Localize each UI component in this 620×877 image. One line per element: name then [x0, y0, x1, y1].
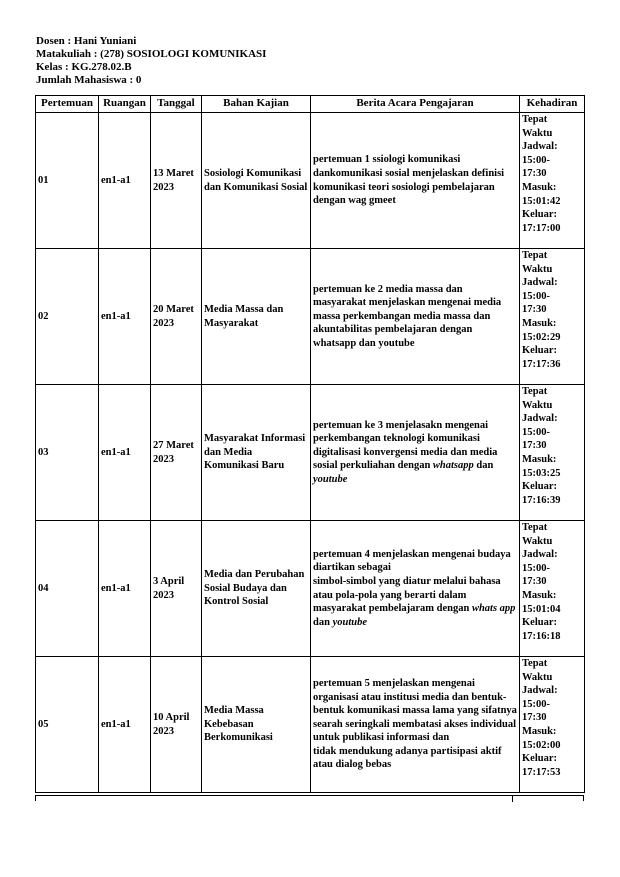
kehadiran-line: Masuk: — [522, 181, 557, 193]
col-header-kehadiran: Kehadiran — [520, 96, 585, 113]
kehadiran-line: Jadwal: — [522, 413, 558, 425]
berita-italic-text: youtube — [332, 616, 367, 628]
cell-pertemuan: 03 — [36, 385, 99, 521]
kehadiran-line: 17:30 — [522, 304, 547, 316]
cell-tanggal: 27 Maret 2023 — [151, 385, 202, 521]
kehadiran-line: Keluar: — [522, 753, 557, 765]
cell-berita-acara — [311, 657, 520, 793]
table-row — [36, 113, 585, 249]
col-header-tanggal: Tanggal — [151, 96, 202, 113]
cell-pertemuan: 01 — [36, 113, 99, 249]
kehadiran-line: Waktu — [522, 399, 553, 411]
kehadiran-line: Jadwal: — [522, 685, 558, 697]
berita-line: pertemuan 4 menjelaskan mengenai budaya diartikan sebagai — [313, 548, 511, 574]
kehadiran-line: Waktu — [522, 263, 553, 275]
kehadiran-line: Masuk: — [522, 589, 557, 601]
kehadiran-line: Keluar: — [522, 481, 557, 493]
cell-berita-acara — [311, 521, 520, 657]
kehadiran-line: 17:17:36 — [522, 358, 561, 370]
berita-text: dan — [313, 616, 333, 628]
cell-pertemuan: 05 — [36, 657, 99, 793]
kehadiran-line: 17:30 — [522, 440, 547, 452]
berita-line: pertemuan ke 2 media massa dan masyarakat menjelaskan mengenai media — [313, 283, 502, 309]
berita-italic-text: youtube — [313, 473, 348, 485]
berita-line — [313, 446, 517, 487]
kehadiran-line: Tepat — [522, 658, 548, 669]
kehadiran-line: Waktu — [522, 127, 553, 139]
kehadiran-line: 15:00- — [522, 154, 550, 166]
kehadiran-line: 15:00- — [522, 290, 550, 302]
kehadiran-line: Waktu — [522, 671, 553, 683]
cell-berita-acara — [311, 113, 520, 249]
cell-ruangan: en1-a1 — [99, 521, 151, 657]
cell-bahan-kajian: Media Massa dan Masyarakat — [202, 249, 311, 385]
berita-line: komunikasi teori sosiologi pembelajaran dengan wag gmeet — [313, 181, 495, 207]
kehadiran-line: 15:00- — [522, 426, 550, 438]
berita-italic-text: whatsapp — [432, 460, 474, 472]
cell-pertemuan: 02 — [36, 249, 99, 385]
cell-pertemuan: 04 — [36, 521, 99, 657]
attendance-table — [35, 95, 585, 793]
cell-tanggal: 13 Maret 2023 — [151, 113, 202, 249]
cell-ruangan: en1-a1 — [99, 113, 151, 249]
kehadiran-line: 15:03:25 — [522, 467, 561, 479]
cell-ruangan: en1-a1 — [99, 249, 151, 385]
cell-ruangan: en1-a1 — [99, 657, 151, 793]
dosen-line: Dosen : Hani Yuniani — [36, 35, 137, 47]
kehadiran-line: Jadwal: — [522, 141, 558, 153]
cell-bahan-kajian: Sosiologi Komunikasi dan Komunikasi Sosial — [202, 113, 311, 249]
kehadiran-line: 17:16:18 — [522, 630, 561, 642]
cell-bahan-kajian: Media Massa Kebebasan Berkomunikasi — [202, 657, 311, 793]
cell-tanggal: 3 April 2023 — [151, 521, 202, 657]
berita-line: pertemuan 1 ssiologi komunikasi dankomunikasi sosial menjelaskan definisi — [313, 154, 505, 179]
kehadiran-line: 15:02:00 — [522, 739, 561, 751]
berita-line: massa perkembangan media massa dan akuntabilitas pembelajaran dengan whatsapp dan youtube — [313, 310, 491, 349]
kehadiran-line: Tepat — [522, 250, 548, 261]
kehadiran-line: 17:17:00 — [522, 222, 561, 234]
cell-kehadiran — [520, 385, 585, 521]
col-header-pertemuan: Pertemuan — [36, 96, 99, 113]
table-continuation-stub — [35, 795, 584, 801]
cell-kehadiran — [520, 657, 585, 793]
kehadiran-line: 17:30 — [522, 168, 547, 180]
kehadiran-line: Keluar: — [522, 345, 557, 357]
kehadiran-line: 15:00- — [522, 698, 550, 710]
kehadiran-line: Waktu — [522, 535, 553, 547]
berita-text: simbol-simbol yang diatur melalui bahasa atau pola-pola yang berarti dalam masyarakat pembelajaram dengan — [313, 575, 501, 615]
cell-tanggal: 20 Maret 2023 — [151, 249, 202, 385]
cell-bahan-kajian: Masyarakat Informasi dan Media Komunikasi Baru — [202, 385, 311, 521]
table-row — [36, 657, 585, 793]
table-row — [36, 249, 585, 385]
table-continuation-divider — [512, 796, 513, 802]
berita-text: dan — [473, 460, 494, 472]
kehadiran-line: Masuk: — [522, 725, 557, 737]
cell-tanggal: 10 April 2023 — [151, 657, 202, 793]
cell-kehadiran — [520, 521, 585, 657]
berita-line: pertemuan ke 3 menjelasakn mengenai perkembangan teknologi komunikasi — [313, 419, 488, 445]
berita-text: digitalisasi konvergensi media dan media sosial perkuliahan dengan — [313, 446, 498, 472]
document-header — [36, 35, 266, 87]
kehadiran-line: Keluar: — [522, 209, 557, 221]
table-row — [36, 385, 585, 521]
kehadiran-line: 15:01:04 — [522, 603, 561, 615]
kehadiran-line: Masuk: — [522, 317, 557, 329]
kehadiran-line: Keluar: — [522, 617, 557, 629]
kehadiran-line: 15:00- — [522, 562, 550, 574]
kehadiran-line: Tepat — [522, 522, 548, 533]
kehadiran-line: Tepat — [522, 386, 548, 397]
kehadiran-line: 17:16:39 — [522, 494, 561, 506]
kehadiran-line: Jadwal: — [522, 277, 558, 289]
cell-ruangan: en1-a1 — [99, 385, 151, 521]
berita-italic-text: whats app — [471, 603, 516, 615]
table-header-row — [36, 96, 585, 113]
table-row — [36, 521, 585, 657]
kehadiran-line: 17:17:53 — [522, 766, 561, 778]
berita-line: tidak mendukung adanya partisipasi aktif atau dialog bebas — [313, 745, 502, 771]
berita-line: pertemuan 5 menjelaskan mengenai organisasi atau institusi media dan bentuk-bentuk komunikasi massa lama yang sifatnya searah seringkali membatasi akses individual untuk publikasi informasi dan — [313, 677, 517, 744]
kehadiran-line: Tepat — [522, 114, 548, 125]
col-header-berita-acara: Berita Acara Pengajaran — [311, 96, 520, 113]
kehadiran-line: Masuk: — [522, 453, 557, 465]
jumlah-mahasiswa-line: Jumlah Mahasiswa : 0 — [36, 74, 142, 86]
cell-bahan-kajian: Media dan Perubahan Sosial Budaya dan Kontrol Sosial — [202, 521, 311, 657]
berita-line — [313, 575, 517, 629]
cell-kehadiran — [520, 249, 585, 385]
kehadiran-line: Jadwal: — [522, 549, 558, 561]
kehadiran-line: 17:30 — [522, 576, 547, 588]
cell-berita-acara — [311, 385, 520, 521]
matakuliah-line: Matakuliah : (278) SOSIOLOGI KOMUNIKASI — [36, 48, 267, 60]
cell-kehadiran — [520, 113, 585, 249]
kehadiran-line: 17:30 — [522, 712, 547, 724]
col-header-ruangan: Ruangan — [99, 96, 151, 113]
kehadiran-line: 15:01:42 — [522, 195, 561, 207]
cell-berita-acara — [311, 249, 520, 385]
col-header-bahan-kajian: Bahan Kajian — [202, 96, 311, 113]
kehadiran-line: 15:02:29 — [522, 331, 561, 343]
kelas-line: Kelas : KG.278.02.B — [36, 61, 132, 73]
